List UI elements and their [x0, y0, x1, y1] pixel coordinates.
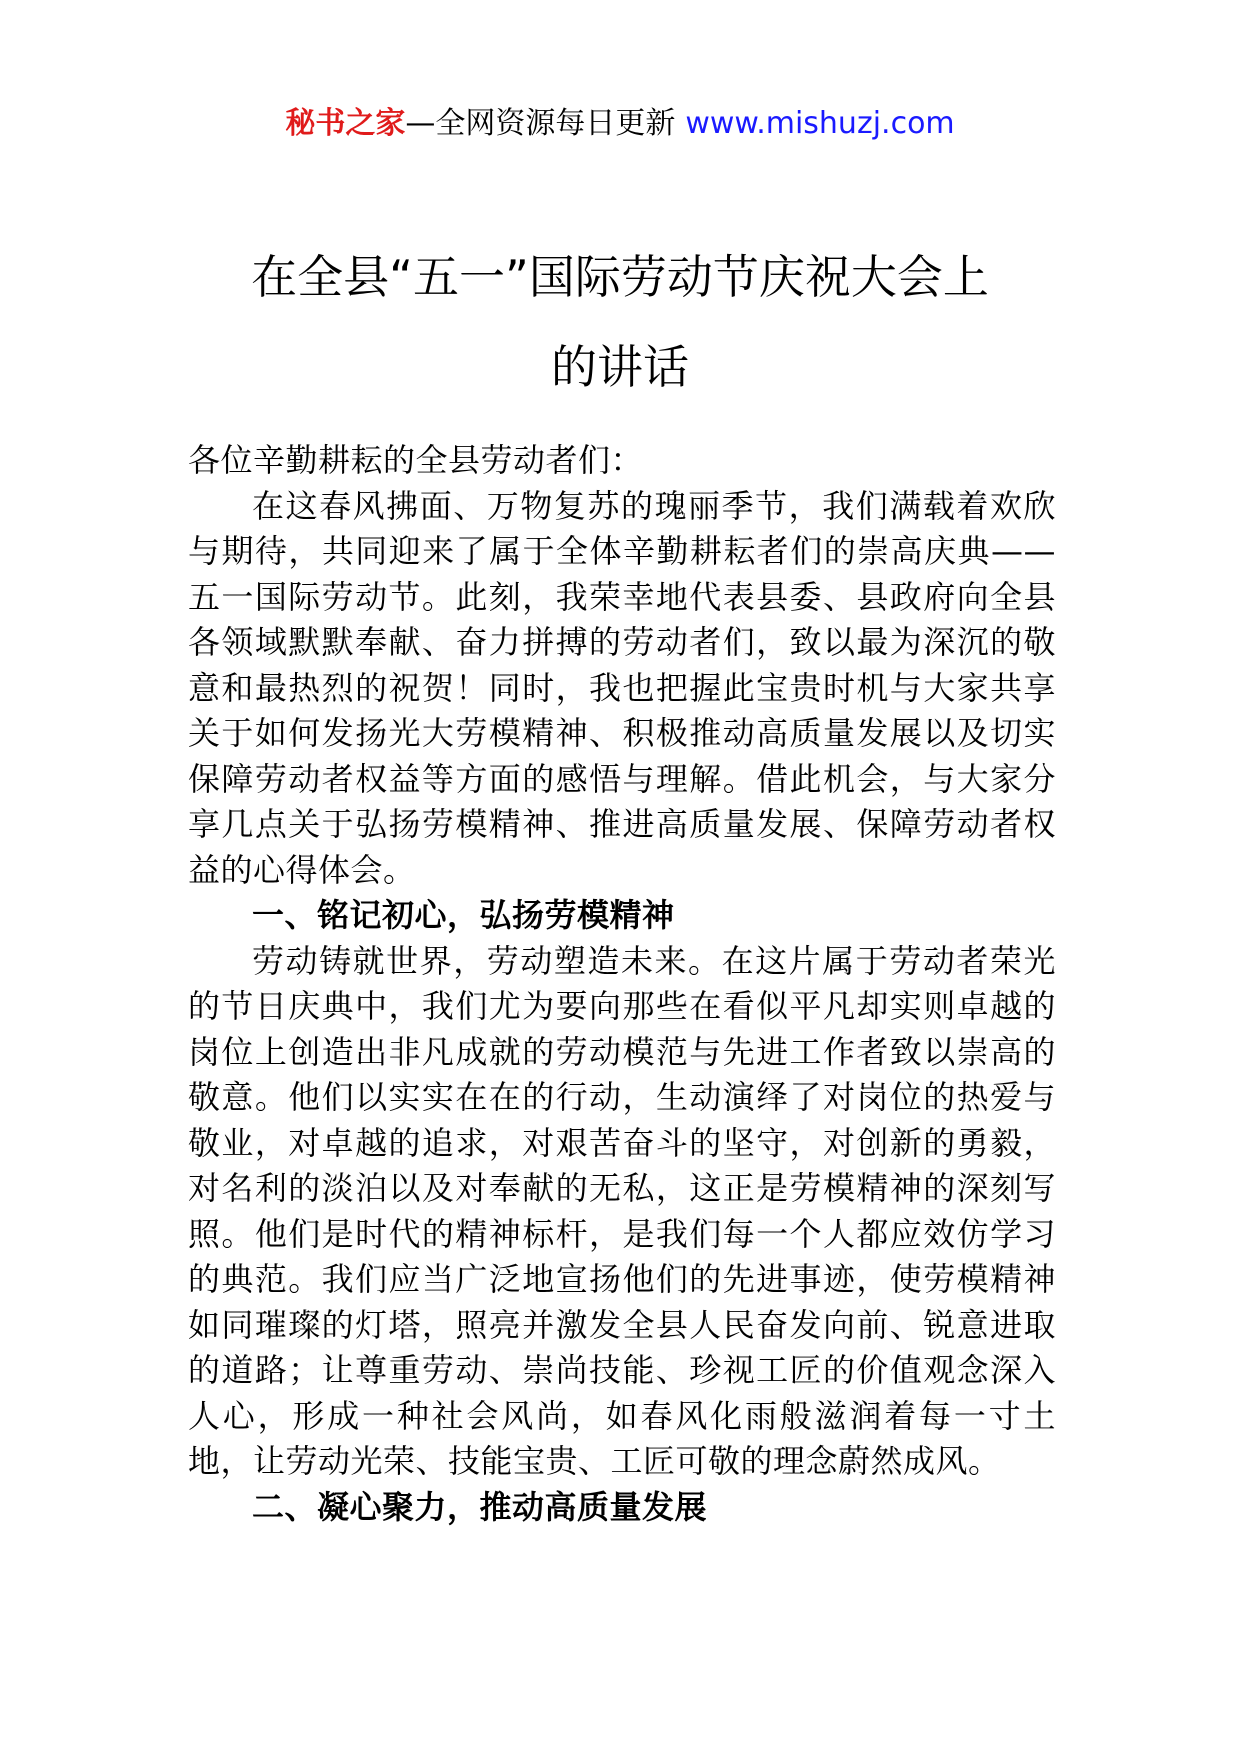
paragraph-section-1: 劳动铸就世界，劳动塑造未来。在这片属于劳动者荣光的节日庆典中，我们尤为要向那些在看似平凡却实则卓越的岗位上创造出非凡成就的劳动模范与先进工作者致以崇高的敬意。他们以实实在在的行动，生动演绎了对岗位的热爱与敬业，对卓越的追求，对艰苦奋斗的坚守，对创新的勇毅，对名利的淡泊以及对奉献的无私，这正是劳模精神的深刻写照。他们是时代的精神标杆，是我们每一个人都应效仿学习的典范。我们应当广泛地宣扬他们的先进事迹，使劳模精神如同璀璨的灯塔，照亮并激发全县人民奋发向前、锐意进取的道路；让尊重劳动、崇尚技能、珍视工匠的价值观念深入人心，形成一种社会风尚，如春风化雨般滋润着每一寸土地，让劳动光荣、技能宝贵、工匠可敬的理念蔚然成风。 — [188, 941, 1056, 1480]
brand-name: 秘书之家 — [285, 106, 406, 141]
site-header — [0, 100, 1240, 148]
document-body — [188, 438, 1056, 1530]
section-heading-2: 二、凝心聚力，推动高质量发展 — [252, 1487, 708, 1526]
paragraph-intro: 在这春风拂面、万物复苏的瑰丽季节，我们满载着欢欣与期待，共同迎来了属于全体辛勤耕耘者们的崇高庆典——五一国际劳动节。此刻，我荣幸地代表县委、县政府向全县各领域默默奉献、奋力拼搏的劳动者们，致以最为深沉的敬意和最热烈的祝贺！同时，我也把握此宝贵时机与大家共享关于如何发扬光大劳模精神、积极推动高质量发展以及切实保障劳动者权益等方面的感悟与理解。借此机会，与大家分享几点关于弘扬劳模精神、推进高质量发展、保障劳动者权益的心得体会。 — [188, 486, 1056, 889]
header-slogan: —全网资源每日更新 — [405, 106, 676, 141]
salutation: 各位辛勤耕耘的全县劳动者们： — [188, 441, 644, 479]
document-title — [150, 232, 1090, 412]
section-heading-1: 一、铭记初心，弘扬劳模精神 — [252, 896, 675, 934]
title-line-2: 的讲话 — [551, 340, 689, 394]
site-url-link[interactable]: www.mishuzj.com — [685, 106, 955, 141]
title-line-1: 在全县“五一”国际劳动节庆祝大会上 — [251, 250, 989, 304]
